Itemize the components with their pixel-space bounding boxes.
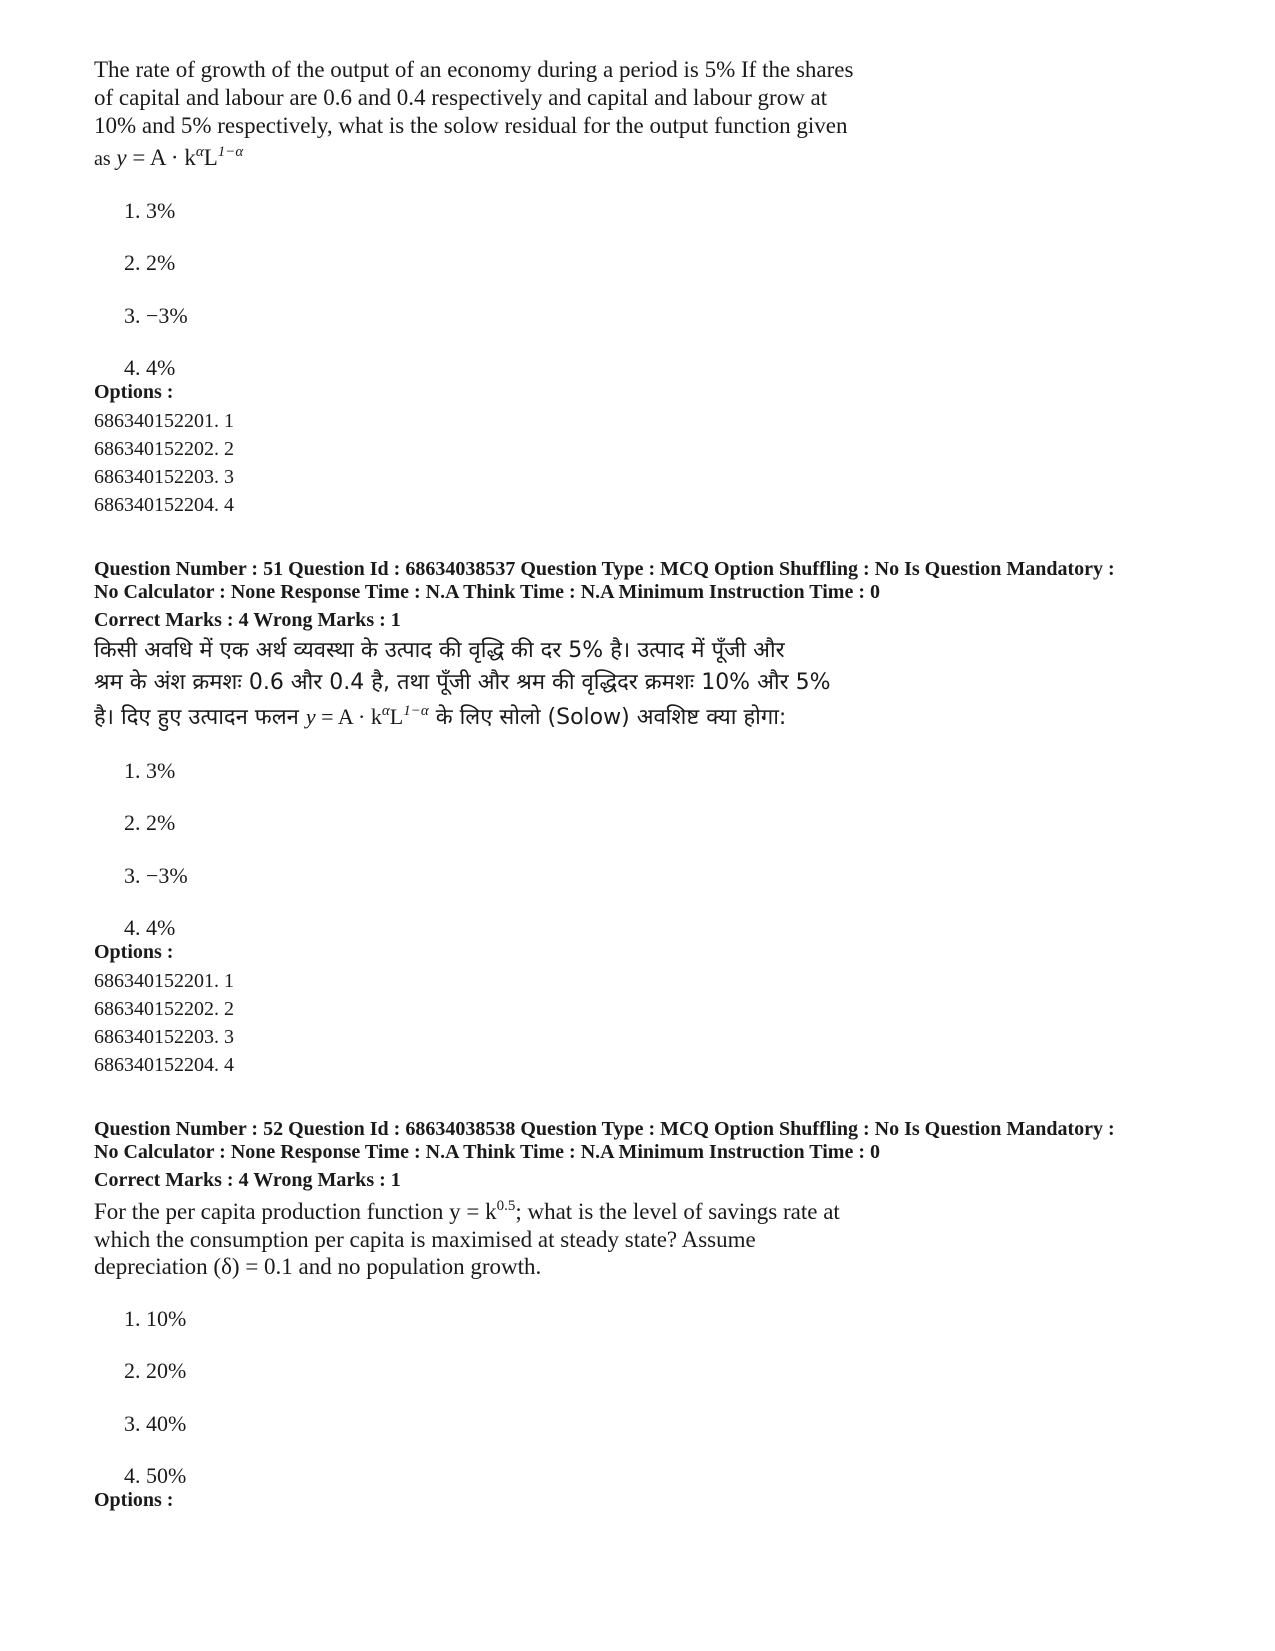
q51-meta-line-2: No Calculator : None Response Time : N.A Think Time : N.A Minimum Instruction Time : 0 <box>94 581 880 603</box>
q50-formula: $y = A \cdot k^\alpha L^{1-\alpha}$ <box>116 144 244 170</box>
q52-meta-line-1: Question Number : 52 Question Id : 68634038538 Question Type : MCQ Option Shuffling : No Is Question Mandatory : <box>94 1118 1115 1140</box>
q50-text-line-2: of capital and labour are 0.6 and 0.4 respectively and capital and labour grow at <box>94 85 828 110</box>
q50-choice-3: 3. −3% <box>124 303 188 328</box>
q51-hindi-line-1: किसी अवधि में एक अर्थ व्यवस्था के उत्पाद की वृद्धि की दर 5% है। उत्पाद में पूँजी और <box>94 638 785 663</box>
q50-text-line-1: The rate of growth of the output of an economy during a period is 5% If the shares <box>94 57 854 82</box>
q50-option-id-1: 686340152201. 1 <box>94 410 234 432</box>
q50-options-label: Options : <box>94 381 174 403</box>
q52-choice-4: 4. 50% <box>124 1463 187 1488</box>
q51-marks: Correct Marks : 4 Wrong Marks : 1 <box>94 609 401 631</box>
q52-marks: Correct Marks : 4 Wrong Marks : 1 <box>94 1169 401 1191</box>
q50-option-id-3: 686340152203. 3 <box>94 466 234 488</box>
q51-choice-1: 1. 3% <box>124 758 176 783</box>
q52-choice-2: 2. 20% <box>124 1358 187 1383</box>
q51-options-label: Options : <box>94 941 174 963</box>
q50-choice-1: 1. 3% <box>124 198 176 223</box>
q51-hindi-line-3: है। दिए हुए उत्पादन फलन $y = A \cdot k^\alpha L^{1-\alpha}$ के लिए सोलो (Solow) अवशिष्ट क्या होगा: <box>94 703 787 730</box>
q50-option-id-4: 686340152204. 4 <box>94 494 234 516</box>
q52-meta-line-2: No Calculator : None Response Time : N.A Think Time : N.A Minimum Instruction Time : 0 <box>94 1141 880 1163</box>
q51-choice-3: 3. −3% <box>124 863 188 888</box>
q51-choice-4: 4. 4% <box>124 915 176 940</box>
q50-choice-2: 2. 2% <box>124 250 176 275</box>
q51-hindi-line-2: श्रम के अंश क्रमशः 0.6 और 0.4 है, तथा पूँजी और श्रम की वृद्धिदर क्रमशः 10% और 5% <box>94 670 831 695</box>
q52-text-line-2: which the consumption per capita is maximised at steady state? Assume <box>94 1227 756 1252</box>
q51-formula: $y = A \cdot k^\alpha L^{1-\alpha}$ <box>305 703 429 729</box>
q51-option-id-2: 686340152202. 2 <box>94 998 234 1020</box>
q50-option-id-2: 686340152202. 2 <box>94 438 234 460</box>
q52-text-line-1: For the per capita production function $y = k^{0.5}$; what is the level of savings rate at <box>94 1198 840 1224</box>
q50-choice-4: 4. 4% <box>124 355 176 380</box>
q51-option-id-1: 686340152201. 1 <box>94 970 234 992</box>
q50-text-prefix: as <box>94 148 111 170</box>
q51-option-id-3: 686340152203. 3 <box>94 1026 234 1048</box>
q52-choice-3: 3. 40% <box>124 1411 187 1436</box>
q51-meta-line-1: Question Number : 51 Question Id : 68634038537 Question Type : MCQ Option Shuffling : No Is Question Mandatory : <box>94 558 1115 580</box>
q51-choice-2: 2. 2% <box>124 810 176 835</box>
q51-option-id-4: 686340152204. 4 <box>94 1054 234 1076</box>
q50-text-line-3: 10% and 5% respectively, what is the solow residual for the output function given <box>94 113 848 138</box>
q52-options-label: Options : <box>94 1489 174 1511</box>
q50-text-line-4 <box>94 144 243 173</box>
q52-text-line-3: depreciation (δ) = 0.1 and no population growth. <box>94 1254 542 1279</box>
q52-choice-1: 1. 10% <box>124 1306 187 1331</box>
